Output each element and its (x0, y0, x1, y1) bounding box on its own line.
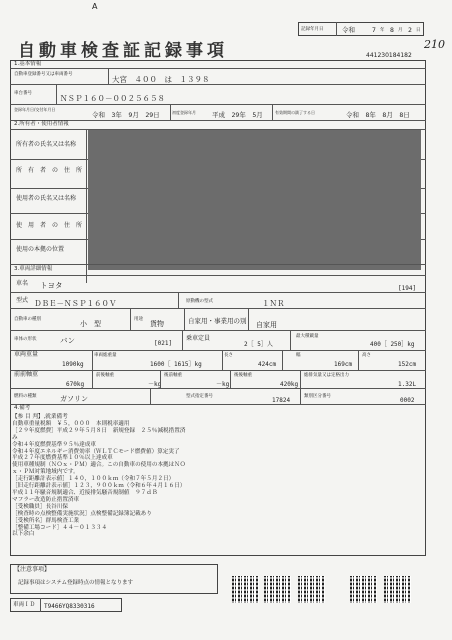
displacement-label: 総排気量又は定格出力 (304, 373, 349, 378)
note-line: マフラー改造防止措置済車 (12, 496, 80, 503)
use-label: 用途 (134, 317, 143, 322)
note-line: ［旧走行距離計表示値］１２３，９００ｋｍ（令和６年４月１６日） (12, 483, 186, 490)
user-name-label: 使用者の氏名又は名称 (16, 195, 77, 202)
qr-code-5 (384, 576, 411, 603)
biz-value: 自家用 (256, 321, 277, 329)
issue-month: 8 (390, 26, 394, 34)
class-value: 0002 (400, 397, 415, 404)
rr-axle-label: 後後軸重 (234, 373, 252, 378)
note-line: 以下余白 (12, 531, 35, 538)
note-line: ［整備工場コード］４４－０１３３４ (12, 524, 108, 531)
owner-address-label: 所 有 者 の 住 所 (16, 167, 83, 174)
displacement-value: 1.32L (398, 381, 417, 388)
user-address-label: 使 用 者 の 住 所 (16, 222, 83, 229)
maker-code: [194] (398, 285, 417, 292)
length-value: 424cm (258, 361, 277, 368)
note-line: ［受検職員］長谷川保 (12, 503, 68, 510)
reg-number-label: 自動車登録番号又は車両番号 (14, 72, 73, 77)
note-line: 自動車重量税額 ￥５，０００ 本則税率適用 (12, 420, 130, 427)
capacity-label: 乗車定員 (186, 335, 211, 342)
rf-axle-value: －kg (216, 381, 230, 388)
year-unit: 年 (380, 28, 385, 33)
section-vehicle-title: 3.車両詳細情報 (14, 266, 53, 272)
shape-label: 車体の形状 (14, 337, 37, 342)
qr-code-1 (232, 576, 259, 603)
redacted-owner-info (88, 130, 421, 270)
weight-value: 1090kg (62, 361, 84, 368)
note-line: 令和４年度エネルギー消費効率（ＷＬＴＣモード燃費値）算定実了 (12, 448, 180, 455)
month-unit: 月 (398, 28, 403, 33)
length-label: 長さ (224, 353, 233, 358)
note-line: ｘ・ＰＭ対策地域内です。 (12, 469, 79, 476)
fuel-label: 燃料の種類 (14, 394, 37, 399)
reg-date-value: 令和 3年 9月 29日 (92, 111, 160, 119)
type-no-label: 型式指定番号 (186, 394, 213, 399)
owner-name-label: 所有者の氏名又は名称 (16, 141, 77, 148)
first-reg-label: 初度登録年月 (172, 110, 196, 115)
height-label: 高さ (362, 353, 371, 358)
gross-label: 車両総重量 (94, 353, 117, 358)
issue-year: 7 (372, 26, 376, 34)
notice-title: 【注意事項】 (14, 566, 51, 573)
type-no-value: 17824 (272, 397, 291, 404)
day-unit: 日 (416, 28, 421, 33)
shape-value: バン (60, 336, 75, 345)
gross-value: 1600［ 1615］kg (150, 361, 202, 368)
note-line: 平成１１年騒音規制適合、近接排気騒音規制値 ９７ｄＢ (12, 489, 158, 496)
rr-axle-value: 420kg (280, 381, 299, 388)
chassis-label: 車台番号 (14, 91, 32, 96)
issue-day: 2 (408, 26, 412, 34)
qr-code-4 (350, 576, 377, 603)
use-value: 貨物 (150, 320, 164, 328)
vehicle-type-label: 自動車の種別 (14, 317, 41, 322)
vehicle-id-label: 車両ＩＤ (13, 602, 36, 608)
document-title: 自動車検査証記録事項 (18, 41, 228, 61)
section-notes-title: 4.備考 (14, 405, 31, 411)
reg-number-value: 大宮 ４００ は １３９８ (112, 75, 210, 84)
issue-date-label: 記録年月日 (301, 27, 324, 32)
doc-number: 441230184182 (366, 52, 412, 59)
mark-a: A (92, 2, 98, 11)
section-basic-title: 1.基本情報 (14, 61, 42, 67)
expiry-value: 令和 8年 8月 8日 (346, 111, 410, 119)
note-line: ［受検所名］群馬検査工業 (12, 517, 80, 524)
reg-date-label: 登録年月日/交付年月日 (14, 107, 56, 112)
note-line: み (12, 434, 18, 441)
fuel-value: ガソリン (60, 395, 88, 403)
handwritten-note: 210 (424, 38, 445, 51)
capacity-value: 2［ 5］人 (244, 341, 273, 348)
ff-axle-label: 前前軸重 (14, 371, 39, 378)
qr-code-3 (298, 576, 325, 603)
notes-body (12, 414, 422, 538)
height-value: 152cm (398, 361, 417, 368)
note-line: 使用車種規制（ＮＯｘ・ＰＭ）適合。この自動車の使用の本拠はＮＯ (12, 462, 186, 469)
expiry-label: 有効期間の満了する日 (275, 110, 315, 115)
note-line: ［検査時の点検整備実施状況］点検整備記録簿記載あり (12, 510, 152, 517)
class-label: 類別区分番号 (304, 394, 331, 399)
note-line: ［２９年度燃費］平成２９年５月８日 新規登録 ２５％減税措置済 (12, 427, 186, 434)
vehicle-type-value: 小 型 (80, 320, 101, 328)
issue-era: 令和 (342, 26, 355, 34)
qr-code-2 (264, 576, 291, 603)
max-load-value: 400［ 250］kg (370, 341, 415, 348)
maker-label: 車名 (16, 280, 29, 287)
max-load-label: 最大積載量 (296, 334, 319, 339)
chassis-value: ＮＳＰ１６０－００２５６５８ (60, 94, 165, 103)
note-line: 【参 目 判】,就業備考 (12, 414, 68, 420)
vehicle-id-value: T9466YQ8330316 (44, 603, 95, 610)
shape-code: [021] (154, 340, 173, 347)
weight-label: 車両重量 (14, 351, 39, 358)
note-line: 令和４年度燃費基準９５％達成車 (12, 441, 96, 448)
model-value: ＤＢＥ－ＮＳＰ１６０Ｖ (34, 299, 117, 308)
maker-value: トヨタ (40, 281, 63, 290)
fr-axle-label: 前後軸重 (96, 373, 114, 378)
note-line: ［走行距離計表示値］１４０，１００ｋｍ（令和７年５月２日） (12, 476, 175, 483)
width-label: 幅 (296, 353, 301, 358)
first-reg-value: 平成 29年 5月 (212, 111, 263, 119)
notice-text: 記録事項はシステム登録時点の情報となります (18, 580, 133, 586)
section-owner-title: 2.所有者・使用者情報 (14, 121, 69, 127)
biz-label: 自家用・事業用の別 (188, 317, 247, 325)
engine-label: 原動機の型式 (186, 299, 213, 304)
model-label: 型式 (16, 297, 29, 304)
note-line: 平成２７年度燃費基準１０％以上達成車 (12, 455, 113, 462)
fr-axle-value: －kg (148, 381, 162, 388)
ff-axle-value: 670kg (66, 381, 85, 388)
width-value: 169cm (334, 361, 353, 368)
rf-axle-label: 後前軸重 (164, 373, 182, 378)
base-location-label: 使用の本拠の位置 (16, 246, 65, 253)
engine-value: １ＮＲ (262, 299, 285, 308)
